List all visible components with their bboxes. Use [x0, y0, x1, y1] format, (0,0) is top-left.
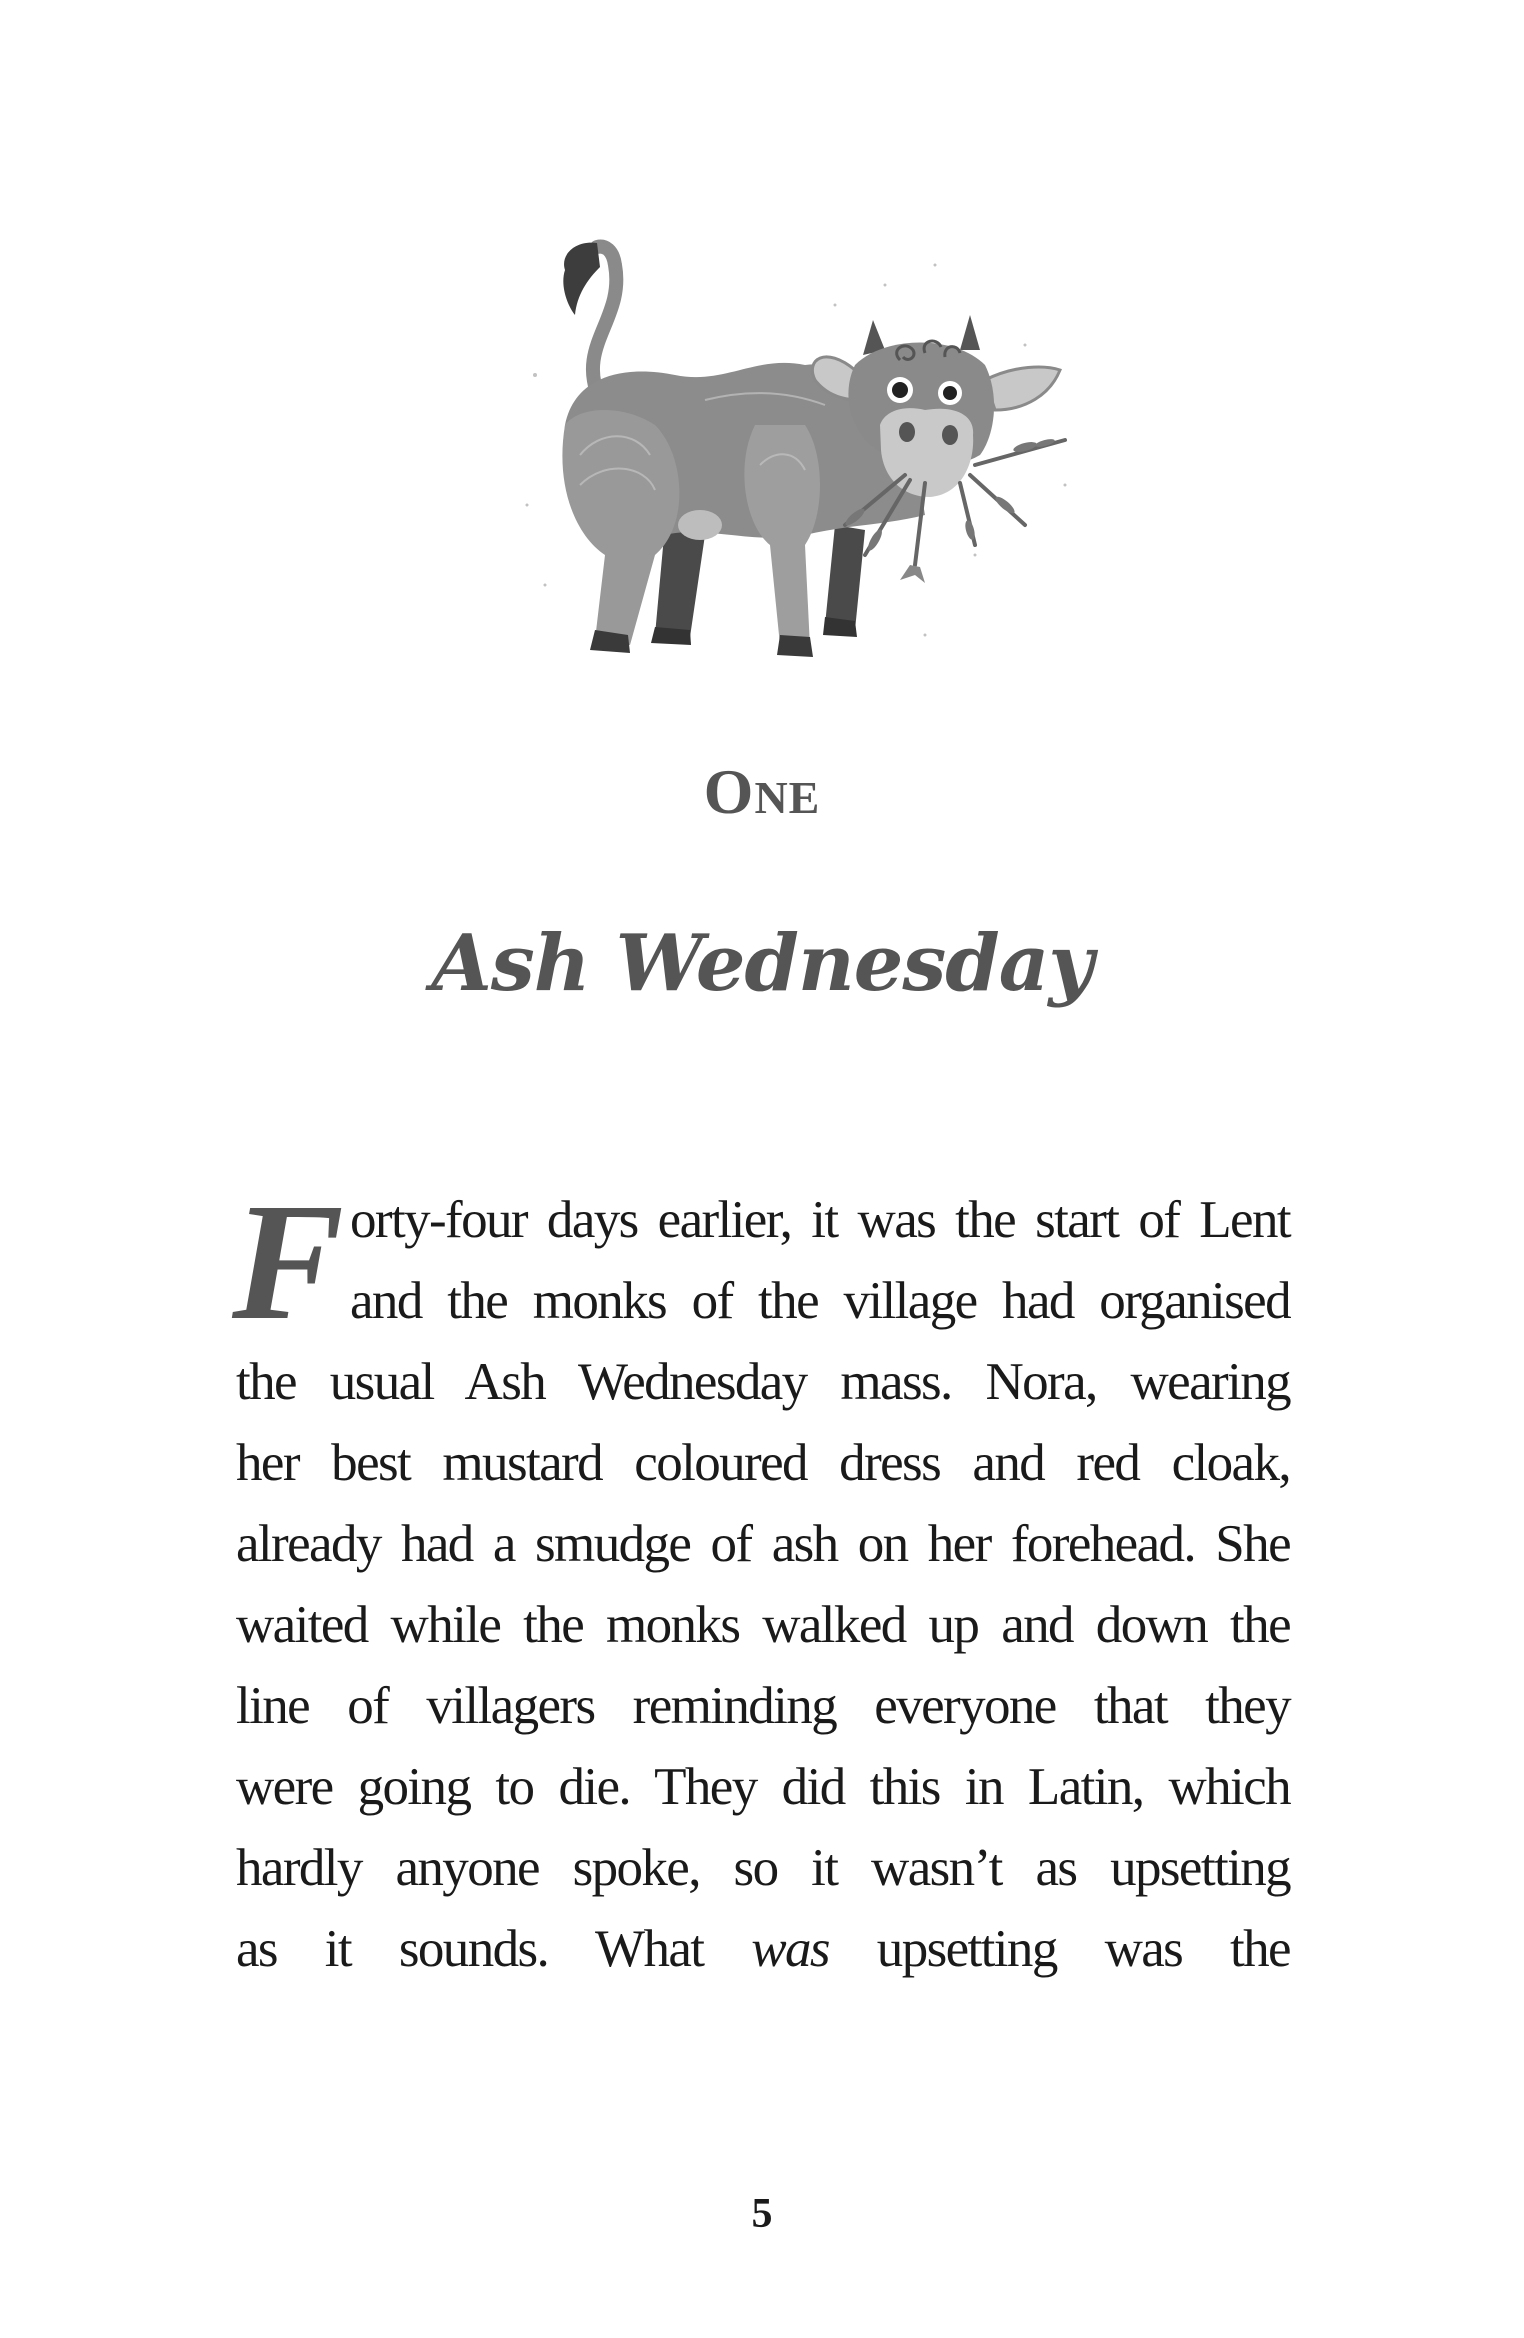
text-fragment: as it sounds. What — [236, 1920, 752, 1978]
text-line: already had a smudge of ash on her forehead. She — [236, 1515, 1290, 1573]
text-line: hardly anyone spoke, so it wasn’t as upsetting — [236, 1839, 1290, 1897]
chapter-number — [0, 755, 1524, 829]
chapter-number-rest: NE — [754, 772, 821, 823]
cow-illustration-icon — [505, 225, 1095, 675]
body-paragraph — [236, 1180, 1290, 1990]
text-fragment: upsetting was the — [828, 1920, 1290, 1978]
text-line: waited while the monks walked up and down the — [236, 1596, 1290, 1654]
chapter-title: Ash Wednesday — [431, 918, 1093, 1009]
text-line: the usual Ash Wednesday mass. Nora, wearing — [236, 1353, 1290, 1411]
text-line: and the monks of the village had organised — [350, 1272, 1290, 1330]
text-line: her best mustard coloured dress and red cloak, — [236, 1434, 1290, 1492]
drop-cap: F — [232, 1169, 345, 1355]
text-line: line of villagers reminding everyone that they — [236, 1677, 1290, 1735]
text-line: were going to die. They did this in Latin, which — [236, 1758, 1290, 1816]
page-number: 5 — [751, 2191, 773, 2237]
emphasized-word: was — [751, 1920, 829, 1978]
chapter-number-initial: O — [703, 756, 755, 827]
text-line: orty-four days earlier, it was the start of Lent — [350, 1191, 1290, 1249]
text-line-last — [236, 1909, 1290, 1990]
